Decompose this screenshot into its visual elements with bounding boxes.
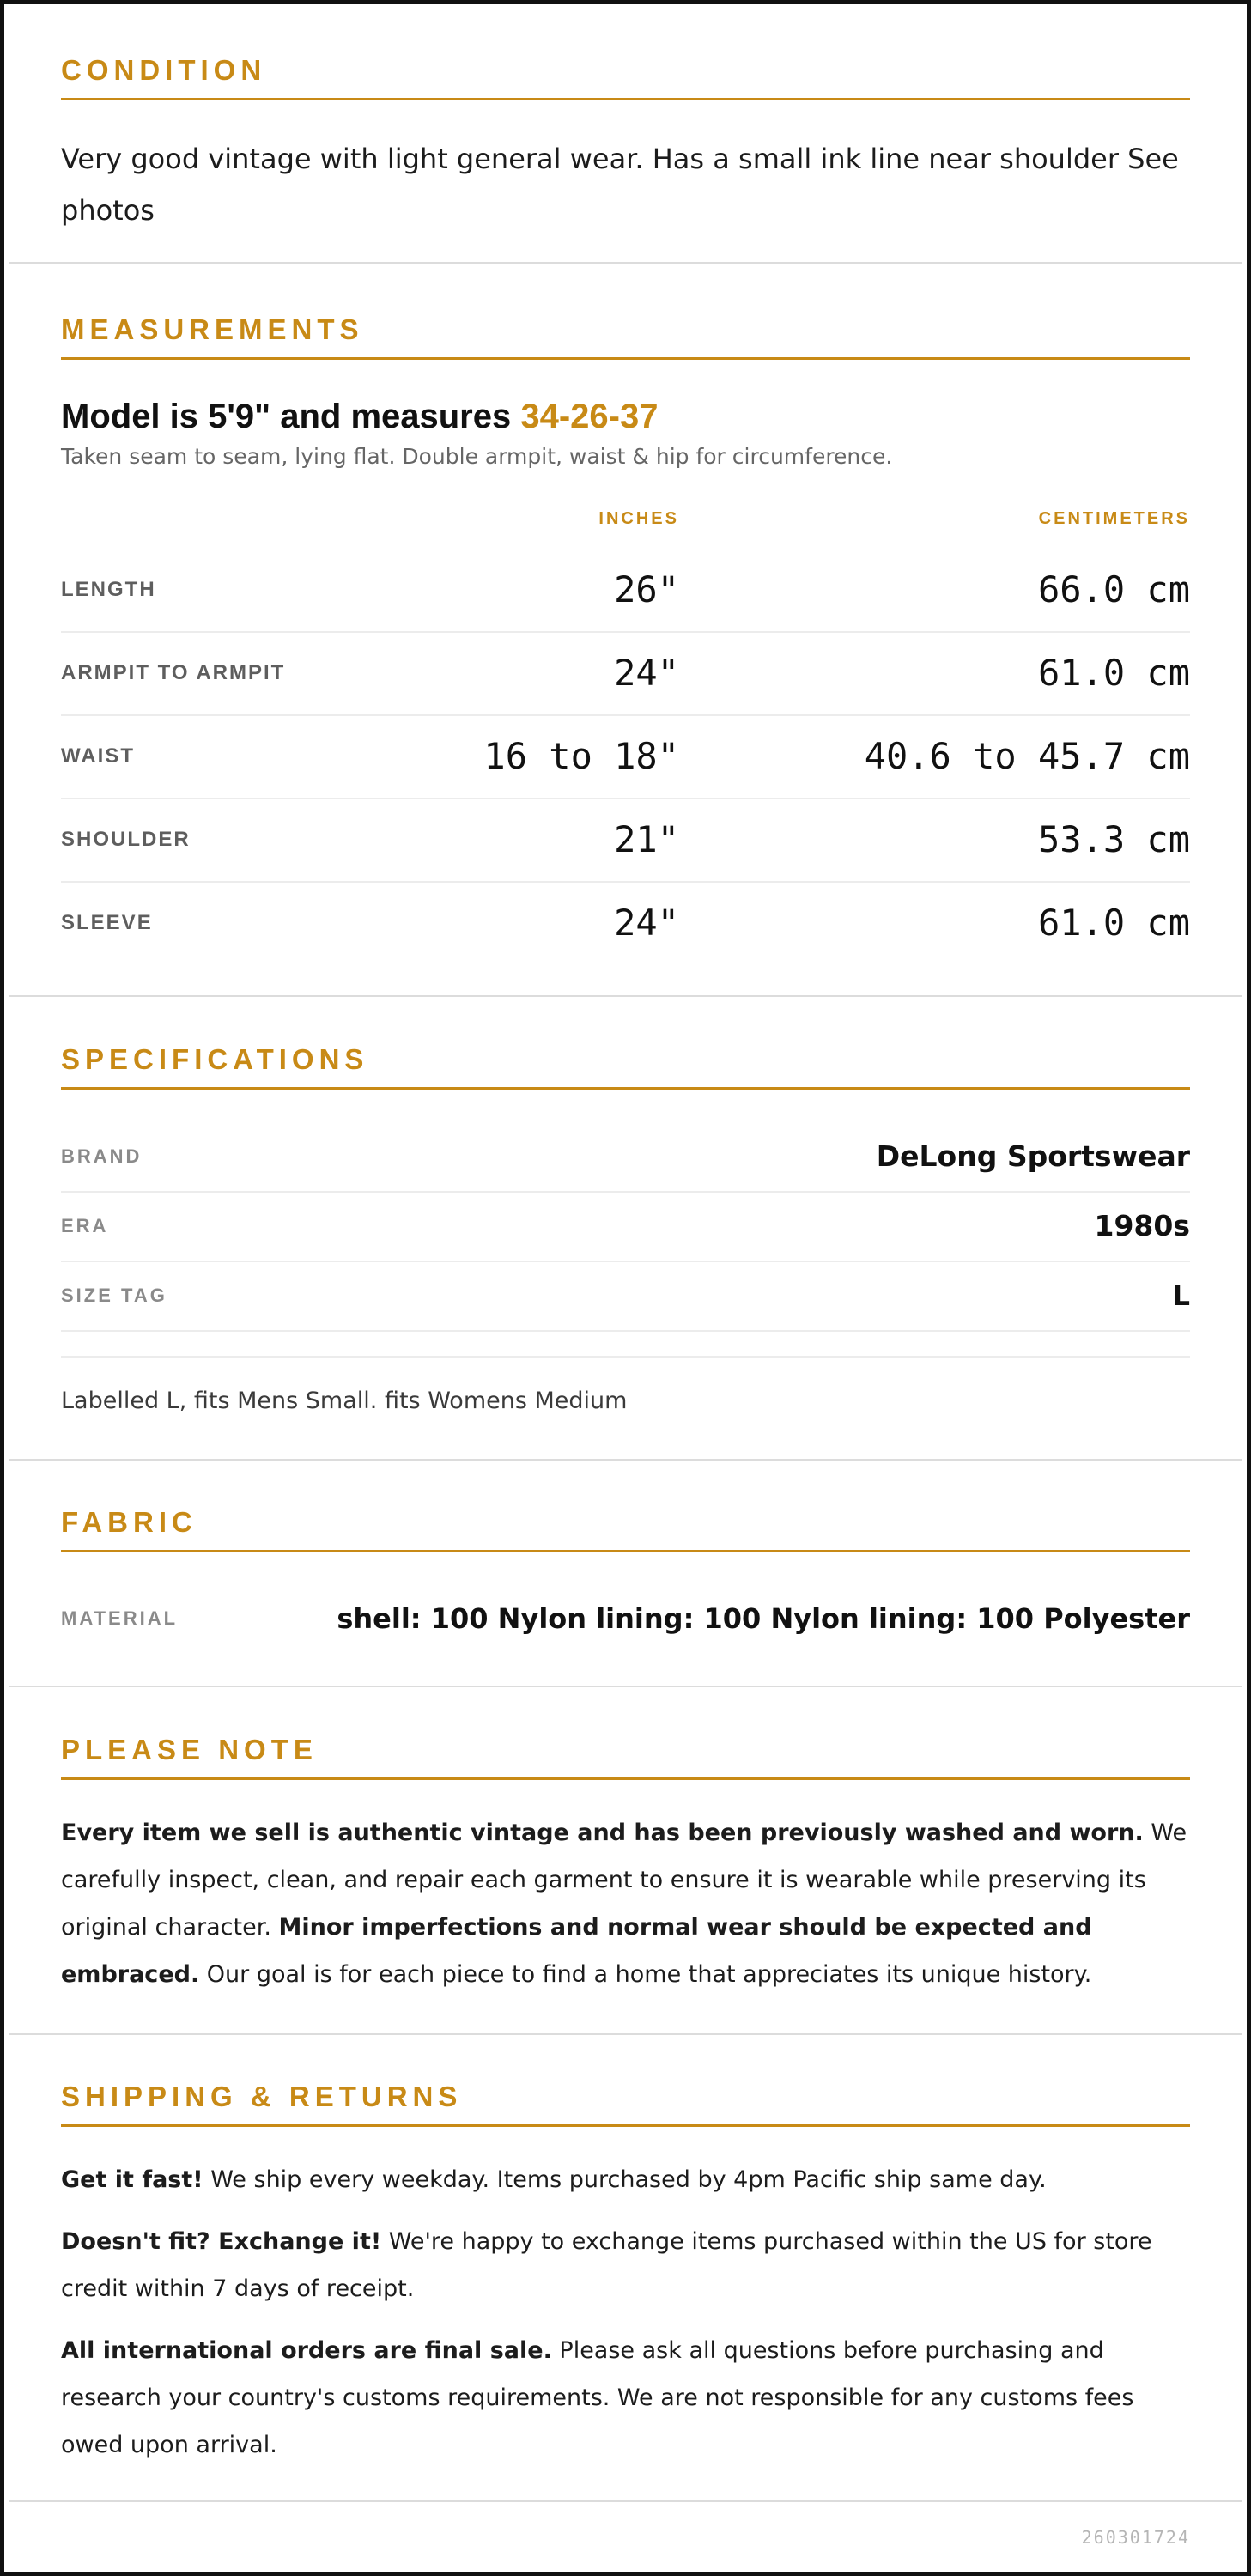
model-measures-prefix: Model is 5'9" and measures [61,398,521,435]
measurement-inches: 16 to 18" [483,735,679,777]
spec-label: ERA [61,1215,109,1236]
fabric-heading: FABRIC [61,1508,1190,1552]
shipping-fast-bold: Get it fast! [61,2166,203,2193]
measurement-inches: 24" [614,652,679,694]
size-fit-note: Labelled L, fits Mens Small. fits Womens Medium [61,1388,628,1414]
shipping-returns-section [9,2035,1242,2502]
shipping-international-text: Please ask all questions before purchasing and research your country's customs requirements. We are not responsible for any customs fees owed upon arrival. [61,2337,1134,2458]
measurement-centimeters: 61.0 cm [1037,902,1190,944]
please-note-text-1: We carefully inspect, clean, and repair each garment to ensure it is wearable while preserving its original character. [61,1820,1187,1941]
specifications-heading: SPECIFICATIONS [61,1045,1190,1090]
shipping-international-bold: All international orders are final sale. [61,2337,552,2364]
spec-label: SIZE TAG [61,1285,167,1306]
shipping-exchange-bold: Doesn't fit? Exchange it! [61,2228,382,2255]
shipping-fast-text: We ship every weekday. Items purchased by 4pm Pacific ship same day. [203,2166,1047,2193]
measurement-label: LENGTH [61,578,156,601]
please-note-bold-2: Minor imperfections and normal wear should be expected and embraced. [61,1914,1092,1988]
please-note-bold-1: Every item we sell is authentic vintage and has been previously washed and worn. [61,1820,1144,1846]
measurement-inches: 21" [614,818,679,860]
shipping-returns-heading: SHIPPING & RETURNS [61,2082,1190,2127]
model-measures-value: 34-26-37 [520,398,659,435]
condition-heading: CONDITION [61,56,1190,100]
centimeters-column-header: CENTIMETERS [1038,509,1190,528]
shipping-exchange-text: We're happy to exchange items purchased within the US for store credit within 7 days of receipt. [61,2228,1152,2302]
measurement-inches: 26" [614,568,679,611]
measurement-centimeters: 40.6 to 45.7 cm [864,735,1190,777]
measurement-inches: 24" [614,902,679,944]
shipping-paragraph-international [61,2327,1190,2469]
measurement-centimeters: 66.0 cm [1037,568,1190,611]
spec-value: L [1171,1279,1190,1312]
condition-text: Very good vintage with light general wear. Has a small ink line near shoulder See photos [61,143,1179,227]
spec-value: 1980s [1094,1209,1190,1242]
spec-value: DeLong Sportswear [876,1139,1190,1173]
measurements-heading: MEASUREMENTS [61,315,1190,360]
shipping-paragraph-fast [61,2156,1190,2203]
spec-label: BRAND [61,1145,143,1167]
please-note-text-2: Our goal is for each piece to find a home that appreciates its unique history. [199,1961,1092,1988]
measurement-label: ARMPIT TO ARMPIT [61,661,286,684]
item-id: 260301724 [1081,2527,1190,2548]
measurement-centimeters: 61.0 cm [1037,652,1190,694]
measurement-centimeters: 53.3 cm [1037,818,1190,860]
fabric-label: MATERIAL [61,1607,179,1629]
inches-column-header: INCHES [598,509,679,528]
fabric-value: shell: 100 Nylon lining: 100 Nylon lining: 100 Polyester [337,1602,1190,1635]
please-note-heading: PLEASE NOTE [61,1735,1190,1780]
measurement-method-note: Taken seam to seam, lying flat. Double armpit, waist & hip for circumference. [61,444,893,469]
measurement-label: WAIST [61,744,135,768]
measurement-label: SLEEVE [61,911,153,934]
measurement-label: SHOULDER [61,828,191,851]
shipping-paragraph-exchange [61,2218,1190,2312]
